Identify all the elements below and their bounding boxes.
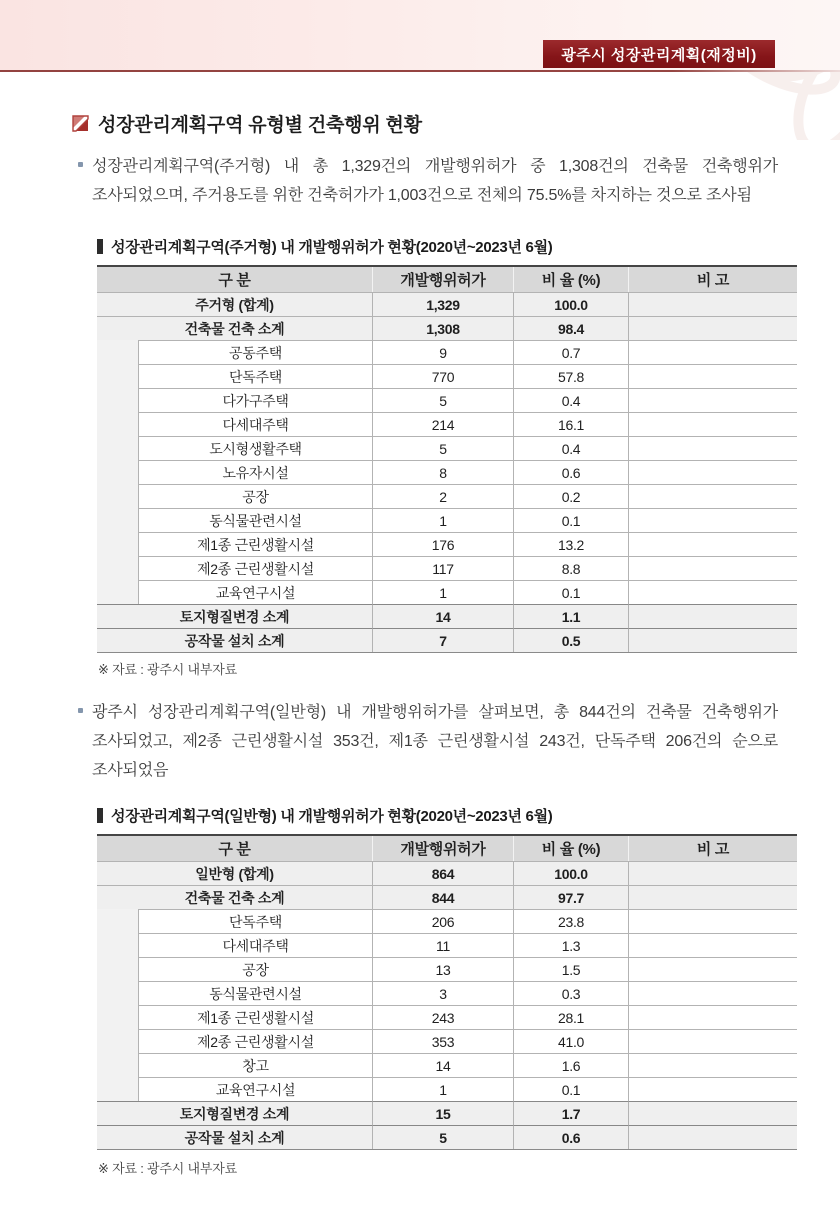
cell-category: 단독주택 (138, 909, 372, 933)
cell-ratio: 0.5 (513, 628, 628, 652)
cell-remark (628, 628, 797, 652)
cell-ratio: 100.0 (513, 861, 628, 885)
cell-category: 제2종 근린생활시설 (138, 556, 372, 580)
cell-remark (628, 292, 797, 316)
cell-remark (628, 532, 797, 556)
row-indent-spacer (97, 436, 138, 460)
table-source-note: ※ 자료 : 광주시 내부자료 (98, 662, 237, 677)
cell-permits: 9 (372, 340, 513, 364)
document-title-badge (543, 40, 775, 68)
table-row (97, 628, 797, 652)
cell-ratio: 1.3 (513, 933, 628, 957)
cell-remark (628, 885, 797, 909)
table-row (97, 909, 797, 933)
cell-remark (628, 316, 797, 340)
table-body (97, 292, 797, 652)
paragraph-text: 광주시 성장관리계획구역(일반형) 내 개발행위허가를 살펴보면, 총 844건의 건축물 건축행위가 조사되었고, 제2종 근린생활시설 353건, 제1종 근린생활시설 243건, 단독주택 206건의 순으로 조사되었음 (92, 704, 778, 779)
cell-remark (628, 1125, 797, 1149)
column-header-ratio: 비 율 (%) (513, 267, 628, 292)
cell-permits: 864 (372, 861, 513, 885)
caption-bar-icon (97, 808, 103, 823)
cell-remark (628, 1005, 797, 1029)
table-row (97, 436, 797, 460)
cell-permits: 7 (372, 628, 513, 652)
cell-category: 도시형생활주택 (138, 436, 372, 460)
cell-category: 공장 (138, 957, 372, 981)
cell-ratio: 0.1 (513, 580, 628, 604)
cell-permits: 214 (372, 412, 513, 436)
cell-ratio: 23.8 (513, 909, 628, 933)
cell-remark (628, 604, 797, 628)
table-row (97, 1005, 797, 1029)
row-indent-spacer (97, 1005, 138, 1029)
summary-paragraph-general (78, 698, 778, 785)
row-indent-spacer (97, 957, 138, 981)
cell-category: 노유자시설 (138, 460, 372, 484)
table-row (97, 388, 797, 412)
cell-ratio: 1.7 (513, 1101, 628, 1125)
cell-permits: 176 (372, 532, 513, 556)
cell-ratio: 97.7 (513, 885, 628, 909)
cell-permits: 14 (372, 604, 513, 628)
cell-ratio: 0.4 (513, 388, 628, 412)
cell-ratio: 13.2 (513, 532, 628, 556)
cell-category: 건축물 건축 소계 (97, 885, 372, 909)
table-source-note: ※ 자료 : 광주시 내부자료 (98, 1161, 237, 1176)
table-row (97, 508, 797, 532)
bullet-icon (78, 162, 83, 167)
table-row (97, 412, 797, 436)
cell-remark (628, 1077, 797, 1101)
cell-ratio: 8.8 (513, 556, 628, 580)
paragraph-text: 성장관리계획구역(주거형) 내 총 1,329건의 개발행위허가 중 1,308건의 건축물 건축행위가 조사되었으며, 주거용도를 위한 건축허가가 1,003건으로 전체의 75.5%를 차지하는 것으로 조사됨 (92, 158, 778, 204)
cell-permits: 243 (372, 1005, 513, 1029)
table-row (97, 316, 797, 340)
cell-permits: 353 (372, 1029, 513, 1053)
table-row (97, 532, 797, 556)
table-header-row (97, 836, 797, 861)
cell-category: 교육연구시설 (138, 1077, 372, 1101)
cell-ratio: 41.0 (513, 1029, 628, 1053)
cell-category: 공장 (138, 484, 372, 508)
column-header-ratio: 비 율 (%) (513, 836, 628, 861)
cell-remark (628, 412, 797, 436)
table-row (97, 292, 797, 316)
cell-category: 다세대주택 (138, 412, 372, 436)
cell-category: 동식물관련시설 (138, 508, 372, 532)
table-row (97, 981, 797, 1005)
cell-ratio: 0.4 (513, 436, 628, 460)
cell-permits: 5 (372, 436, 513, 460)
cell-permits: 206 (372, 909, 513, 933)
cell-category: 토지형질변경 소계 (97, 604, 372, 628)
row-indent-spacer (97, 933, 138, 957)
row-indent-spacer (97, 909, 138, 933)
cell-remark (628, 1029, 797, 1053)
cell-ratio: 0.1 (513, 508, 628, 532)
cell-category: 다가구주택 (138, 388, 372, 412)
table-row (97, 340, 797, 364)
cell-permits: 3 (372, 981, 513, 1005)
cell-permits: 14 (372, 1053, 513, 1077)
cell-permits: 117 (372, 556, 513, 580)
permits-table-residential (97, 265, 797, 653)
table-caption-residential (97, 236, 797, 257)
cell-category: 공작물 설치 소계 (97, 628, 372, 652)
row-indent-spacer (97, 412, 138, 436)
row-indent-spacer (97, 484, 138, 508)
row-indent-spacer (97, 460, 138, 484)
row-indent-spacer (97, 556, 138, 580)
cell-remark (628, 933, 797, 957)
cell-category: 건축물 건축 소계 (97, 316, 372, 340)
cell-permits: 1 (372, 1077, 513, 1101)
cell-permits: 2 (372, 484, 513, 508)
document-title-badge-label: 광주시 성장관리계획(재정비) (561, 46, 757, 64)
cell-category: 창고 (138, 1053, 372, 1077)
row-indent-spacer (97, 1029, 138, 1053)
cell-remark (628, 580, 797, 604)
table-row (97, 460, 797, 484)
cell-permits: 15 (372, 1101, 513, 1125)
cell-category: 제1종 근린생활시설 (138, 1005, 372, 1029)
section-square-icon (72, 115, 89, 132)
section-heading-text: 성장관리계획구역 유형별 건축행위 현황 (98, 115, 422, 136)
table-row (97, 1077, 797, 1101)
table-header-row (97, 267, 797, 292)
row-indent-spacer (97, 508, 138, 532)
table-row (97, 1029, 797, 1053)
table-row (97, 1053, 797, 1077)
table-caption-general (97, 805, 797, 826)
bullet-icon (78, 708, 83, 713)
cell-ratio: 57.8 (513, 364, 628, 388)
cell-remark (628, 1101, 797, 1125)
caption-text: 성장관리계획구역(주거형) 내 개발행위허가 현황(2020년~2023년 6월) (111, 239, 553, 256)
cell-category: 제1종 근린생활시설 (138, 532, 372, 556)
cell-permits: 13 (372, 957, 513, 981)
cell-category: 교육연구시설 (138, 580, 372, 604)
cell-permits: 5 (372, 1125, 513, 1149)
cell-permits: 1,329 (372, 292, 513, 316)
cell-ratio: 0.6 (513, 1125, 628, 1149)
permits-table-general (97, 834, 797, 1150)
cell-ratio: 0.6 (513, 460, 628, 484)
table-row (97, 885, 797, 909)
table-row (97, 1125, 797, 1149)
cell-permits: 11 (372, 933, 513, 957)
cell-permits: 8 (372, 460, 513, 484)
row-indent-spacer (97, 1053, 138, 1077)
cell-category: 동식물관련시설 (138, 981, 372, 1005)
caption-bar-icon (97, 239, 103, 254)
cell-ratio: 0.2 (513, 484, 628, 508)
cell-remark (628, 460, 797, 484)
cell-remark (628, 957, 797, 981)
caption-text: 성장관리계획구역(일반형) 내 개발행위허가 현황(2020년~2023년 6월) (111, 808, 553, 825)
section-heading (72, 110, 792, 137)
cell-ratio: 0.1 (513, 1077, 628, 1101)
cell-ratio: 0.3 (513, 981, 628, 1005)
table-row (97, 957, 797, 981)
column-header-remark: 비 고 (628, 836, 797, 861)
cell-remark (628, 909, 797, 933)
cell-permits: 844 (372, 885, 513, 909)
column-header-permits: 개발행위허가 (372, 267, 513, 292)
cell-category: 단독주택 (138, 364, 372, 388)
column-header-permits: 개발행위허가 (372, 836, 513, 861)
cell-ratio: 0.7 (513, 340, 628, 364)
cell-remark (628, 1053, 797, 1077)
column-header-category: 구 분 (97, 267, 372, 292)
cell-permits: 5 (372, 388, 513, 412)
cell-remark (628, 364, 797, 388)
cell-category: 공동주택 (138, 340, 372, 364)
column-header-remark: 비 고 (628, 267, 797, 292)
cell-ratio: 100.0 (513, 292, 628, 316)
table-row (97, 933, 797, 957)
cell-remark (628, 981, 797, 1005)
table-row (97, 1101, 797, 1125)
cell-remark (628, 861, 797, 885)
table-row (97, 604, 797, 628)
cell-permits: 1 (372, 580, 513, 604)
row-indent-spacer (97, 580, 138, 604)
table-body (97, 861, 797, 1149)
row-indent-spacer (97, 364, 138, 388)
row-indent-spacer (97, 532, 138, 556)
cell-ratio: 1.6 (513, 1053, 628, 1077)
cell-category: 주거형 (합계) (97, 292, 372, 316)
table-row (97, 364, 797, 388)
cell-permits: 770 (372, 364, 513, 388)
table-row (97, 580, 797, 604)
cell-category: 공작물 설치 소계 (97, 1125, 372, 1149)
summary-paragraph-residential (78, 152, 778, 210)
row-indent-spacer (97, 981, 138, 1005)
cell-remark (628, 484, 797, 508)
header-divider-line (0, 70, 840, 72)
row-indent-spacer (97, 340, 138, 364)
cell-category: 일반형 (합계) (97, 861, 372, 885)
cell-remark (628, 436, 797, 460)
row-indent-spacer (97, 1077, 138, 1101)
column-header-category: 구 분 (97, 836, 372, 861)
cell-remark (628, 340, 797, 364)
row-indent-spacer (97, 388, 138, 412)
cell-remark (628, 388, 797, 412)
cell-ratio: 28.1 (513, 1005, 628, 1029)
cell-ratio: 1.1 (513, 604, 628, 628)
table-row (97, 484, 797, 508)
cell-ratio: 1.5 (513, 957, 628, 981)
table-row (97, 556, 797, 580)
cell-ratio: 16.1 (513, 412, 628, 436)
cell-permits: 1 (372, 508, 513, 532)
cell-permits: 1,308 (372, 316, 513, 340)
cell-remark (628, 556, 797, 580)
cell-category: 제2종 근린생활시설 (138, 1029, 372, 1053)
cell-category: 토지형질변경 소계 (97, 1101, 372, 1125)
cell-remark (628, 508, 797, 532)
cell-category: 다세대주택 (138, 933, 372, 957)
table-row (97, 861, 797, 885)
cell-ratio: 98.4 (513, 316, 628, 340)
